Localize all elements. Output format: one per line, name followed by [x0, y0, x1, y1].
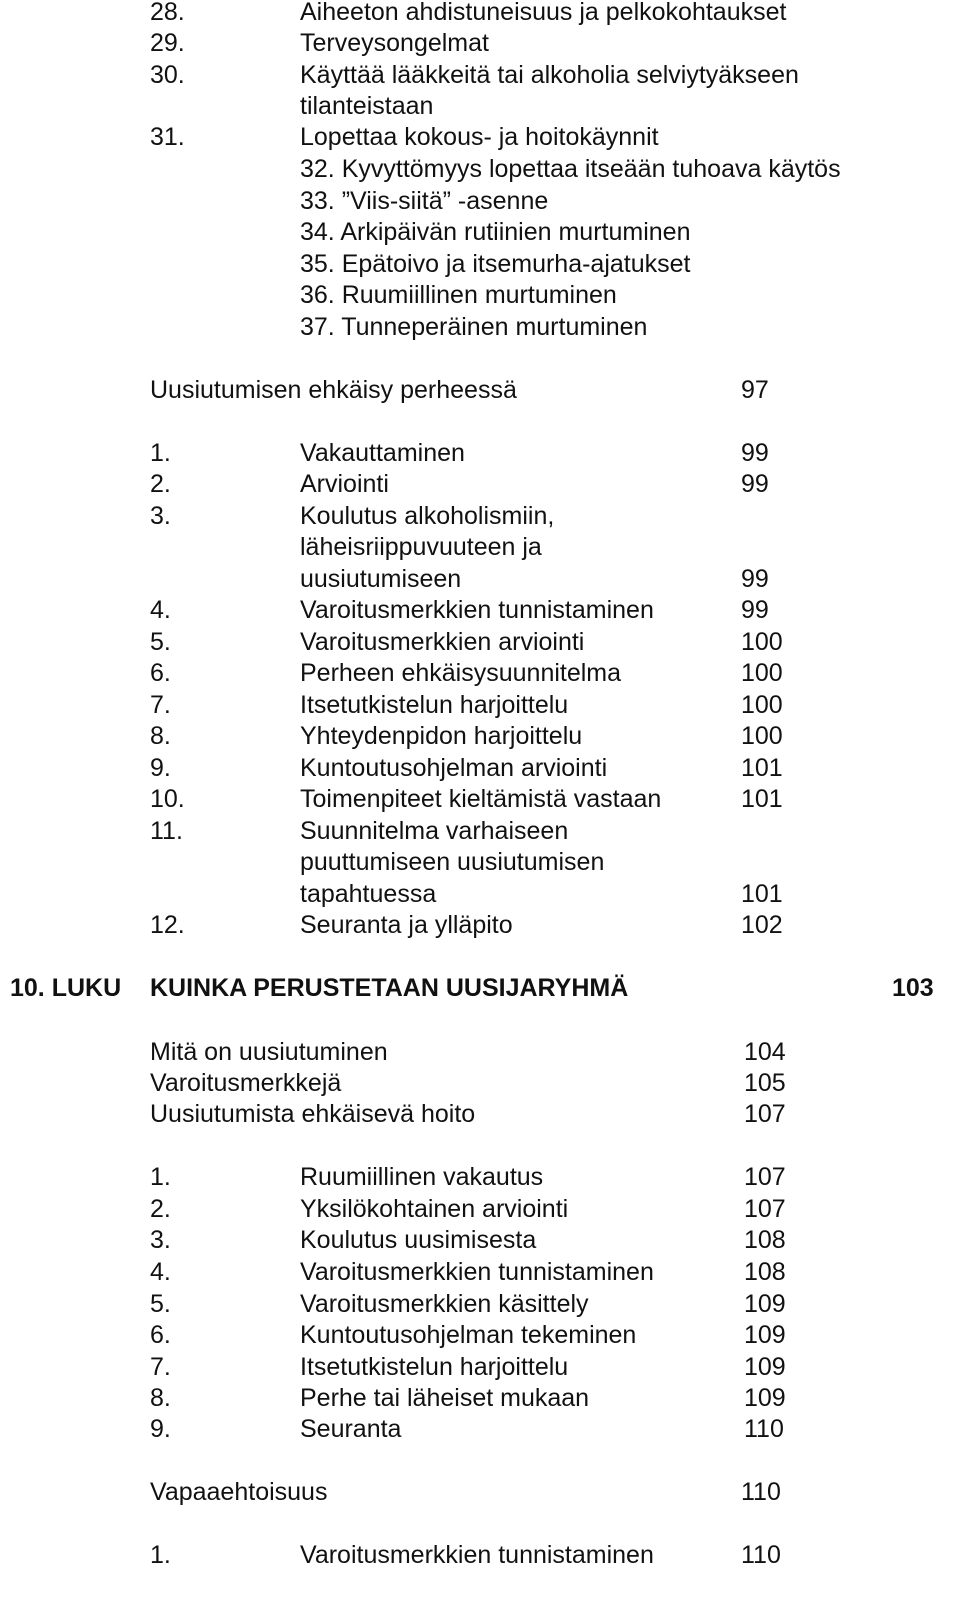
toc-entry-number: 30.: [150, 61, 185, 89]
toc-entry-title: Varoitusmerkkien käsittely: [300, 1290, 589, 1318]
toc-entry-title: Perhe tai läheiset mukaan: [300, 1384, 590, 1412]
toc-entry-title: 32. Kyvyttömyys lopettaa itseään tuhoava käytös: [300, 155, 841, 183]
toc-entry-page: 107: [744, 1195, 786, 1223]
toc-entry-number: 4.: [150, 596, 171, 624]
toc-entry: [0, 1413, 960, 1445]
toc-entry-page: 100: [741, 659, 783, 687]
toc-entry: [0, 594, 960, 626]
toc-entry: [0, 1036, 960, 1068]
toc-entry-number: 5.: [150, 628, 171, 656]
toc-entry-page: 110: [741, 1478, 781, 1506]
toc-entry-number: 4.: [150, 1258, 171, 1286]
toc-entry: [0, 626, 960, 658]
toc-entry-page: 99: [741, 565, 769, 593]
toc-entry-title: 37. Tunneperäinen murtuminen: [300, 313, 648, 341]
toc-entry-title: Uusiutumista ehkäisevä hoito: [150, 1100, 476, 1128]
toc-entry: [0, 815, 960, 847]
toc-entry-title: Koulutus alkoholismiin,: [300, 502, 555, 530]
toc-entry: [0, 1161, 960, 1193]
toc-entry-title: Vakauttaminen: [300, 439, 465, 467]
toc-entry: [0, 153, 960, 185]
toc-entry: [0, 0, 960, 28]
toc-entry-page: 102: [741, 911, 783, 939]
chapter-heading-row: [0, 972, 960, 1004]
toc-entry-title: Itsetutkistelun harjoittelu: [300, 691, 569, 719]
toc-entry-title: Varoitusmerkkien tunnistaminen: [300, 1541, 654, 1569]
toc-entry: [0, 1256, 960, 1288]
toc-entry-number: 1.: [150, 1541, 171, 1569]
toc-entry-title: Koulutus uusimisesta: [300, 1226, 537, 1254]
toc-entry-number: 7.: [150, 691, 171, 719]
toc-entry-number: 29.: [150, 29, 185, 57]
toc-entry-number: 2.: [150, 470, 171, 498]
toc-entry: [0, 279, 960, 311]
toc-entry-title: KUINKA PERUSTETAAN UUSIJARYHMÄ: [150, 974, 629, 1002]
toc-entry-title: tilanteistaan: [300, 92, 434, 120]
toc-entry-title: uusiutumiseen: [300, 565, 462, 593]
toc-entry: [0, 1382, 960, 1414]
toc-entry-number: 3.: [150, 1226, 171, 1254]
toc-entry-title: läheisriippuvuuteen ja: [300, 533, 542, 561]
toc-entry-number: 6.: [150, 1321, 171, 1349]
toc-entry-title: 33. ”Viis-siitä” -asenne: [300, 187, 549, 215]
toc-entry-title: Varoitusmerkkien tunnistaminen: [300, 596, 654, 624]
toc-entry-page: 100: [741, 722, 783, 750]
toc-entry-page: 110: [744, 1415, 784, 1443]
toc-entry-number: 10. LUKU: [10, 974, 122, 1002]
toc-entry-title: Perheen ehkäisysuunnitelma: [300, 659, 622, 687]
toc-entry: [0, 563, 960, 595]
toc-entry: [0, 1288, 960, 1320]
toc-entry: [0, 720, 960, 752]
toc-entry-page: 97: [741, 376, 769, 404]
toc-entry-title: Käyttää lääkkeitä tai alkoholia selviytyäkseen: [300, 61, 799, 89]
toc-entry-title: Arviointi: [300, 470, 389, 498]
toc-entry-page: 109: [744, 1321, 786, 1349]
toc-entry-title: Ruumiillinen vakautus: [300, 1163, 544, 1191]
toc-entry-title: Aiheeton ahdistuneisuus ja pelkokohtaukset: [300, 0, 787, 26]
toc-entry: [0, 1098, 960, 1130]
toc-entry-title: Kuntoutusohjelman tekeminen: [300, 1321, 637, 1349]
toc-entry: [0, 909, 960, 941]
toc-entry-title: 35. Epätoivo ja itsemurha-ajatukset: [300, 250, 691, 278]
toc-entry-page: 109: [744, 1353, 786, 1381]
toc-entry: [0, 878, 960, 910]
toc-entry-number: 10.: [150, 785, 185, 813]
toc-entry: [0, 846, 960, 878]
toc-entry: [0, 27, 960, 59]
toc-entry: [0, 90, 960, 122]
toc-entry-number: 9.: [150, 1415, 171, 1443]
toc-entry: [0, 248, 960, 280]
toc-entry-title: Toimenpiteet kieltämistä vastaan: [300, 785, 662, 813]
toc-entry: [0, 374, 960, 406]
toc-entry-page: 101: [741, 754, 783, 782]
toc-entry: [0, 1193, 960, 1225]
toc-entry-number: 3.: [150, 502, 171, 530]
toc-entry-number: 5.: [150, 1290, 171, 1318]
toc-entry-title: tapahtuessa: [300, 880, 437, 908]
toc-entry-title: 36. Ruumiillinen murtuminen: [300, 281, 617, 309]
toc-entry-number: 2.: [150, 1195, 171, 1223]
toc-entry-title: 34. Arkipäivän rutiinien murtuminen: [300, 218, 691, 246]
toc-entry-number: 9.: [150, 754, 171, 782]
toc-entry-title: Itsetutkistelun harjoittelu: [300, 1353, 569, 1381]
toc-entry-title: Vapaaehtoisuus: [150, 1478, 328, 1506]
toc-entry-page: 108: [744, 1226, 786, 1254]
toc-entry: [0, 1539, 960, 1571]
toc-entry: [0, 783, 960, 815]
toc-entry-number: 11.: [150, 817, 183, 845]
toc-entry-title: Suunnitelma varhaiseen: [300, 817, 569, 845]
toc-entry-title: Uusiutumisen ehkäisy perheessä: [150, 376, 517, 404]
toc-entry-number: 7.: [150, 1353, 171, 1381]
toc-entry-title: puuttumiseen uusiutumisen: [300, 848, 605, 876]
toc-entry-page: 107: [744, 1163, 786, 1191]
toc-entry: [0, 468, 960, 500]
toc-entry-page: 103: [892, 974, 934, 1002]
toc-entry: [0, 1067, 960, 1099]
toc-entry-number: 8.: [150, 1384, 171, 1412]
toc-entry-page: 99: [741, 596, 769, 624]
toc-entry-page: 109: [744, 1290, 786, 1318]
toc-entry-title: Lopettaa kokous- ja hoitokäynnit: [300, 123, 659, 151]
toc-entry: [0, 531, 960, 563]
toc-entry-number: 31.: [150, 123, 185, 151]
toc-entry-number: 8.: [150, 722, 171, 750]
toc-entry: [0, 311, 960, 343]
toc-entry: [0, 689, 960, 721]
toc-entry: [0, 500, 960, 532]
toc-entry-title: Varoitusmerkkien tunnistaminen: [300, 1258, 654, 1286]
toc-entry-number: 1.: [150, 439, 171, 467]
toc-entry-title: Yhteydenpidon harjoittelu: [300, 722, 583, 750]
toc-entry-page: 99: [741, 470, 769, 498]
toc-entry-page: 109: [744, 1384, 786, 1412]
toc-entry-page: 107: [744, 1100, 786, 1128]
toc-entry: [0, 1476, 960, 1508]
toc-entry-page: 105: [744, 1069, 786, 1097]
toc-entry: [0, 121, 960, 153]
toc-entry-page: 100: [741, 628, 783, 656]
toc-entry-page: 101: [741, 880, 783, 908]
toc-entry: [0, 437, 960, 469]
toc-entry-number: 6.: [150, 659, 171, 687]
toc-entry-page: 108: [744, 1258, 786, 1286]
toc-entry: [0, 657, 960, 689]
toc-entry-page: 104: [744, 1038, 786, 1066]
toc-entry: [0, 185, 960, 217]
toc-entry: [0, 59, 960, 91]
toc-entry: [0, 1351, 960, 1383]
toc-entry: [0, 752, 960, 784]
toc-entry-page: 99: [741, 439, 769, 467]
toc-entry-title: Seuranta: [300, 1415, 402, 1443]
toc-entry-title: Yksilökohtainen arviointi: [300, 1195, 569, 1223]
toc-entry-page: 101: [741, 785, 783, 813]
toc-entry-title: Seuranta ja ylläpito: [300, 911, 513, 939]
toc-entry: [0, 1319, 960, 1351]
toc-entry-title: Kuntoutusohjelman arviointi: [300, 754, 608, 782]
toc-entry-number: 1.: [150, 1163, 171, 1191]
toc-entry-title: Varoitusmerkkien arviointi: [300, 628, 585, 656]
toc-entry-number: 12.: [150, 911, 185, 939]
toc-entry: [0, 216, 960, 248]
toc-entry-page: 100: [741, 691, 783, 719]
toc-entry-number: 28.: [150, 0, 185, 26]
toc-entry-title: Terveysongelmat: [300, 29, 489, 57]
toc-entry-title: Varoitusmerkkejä: [150, 1069, 342, 1097]
toc-entry-page: 110: [741, 1541, 781, 1569]
toc-entry-title: Mitä on uusiutuminen: [150, 1038, 388, 1066]
toc-entry: [0, 1224, 960, 1256]
